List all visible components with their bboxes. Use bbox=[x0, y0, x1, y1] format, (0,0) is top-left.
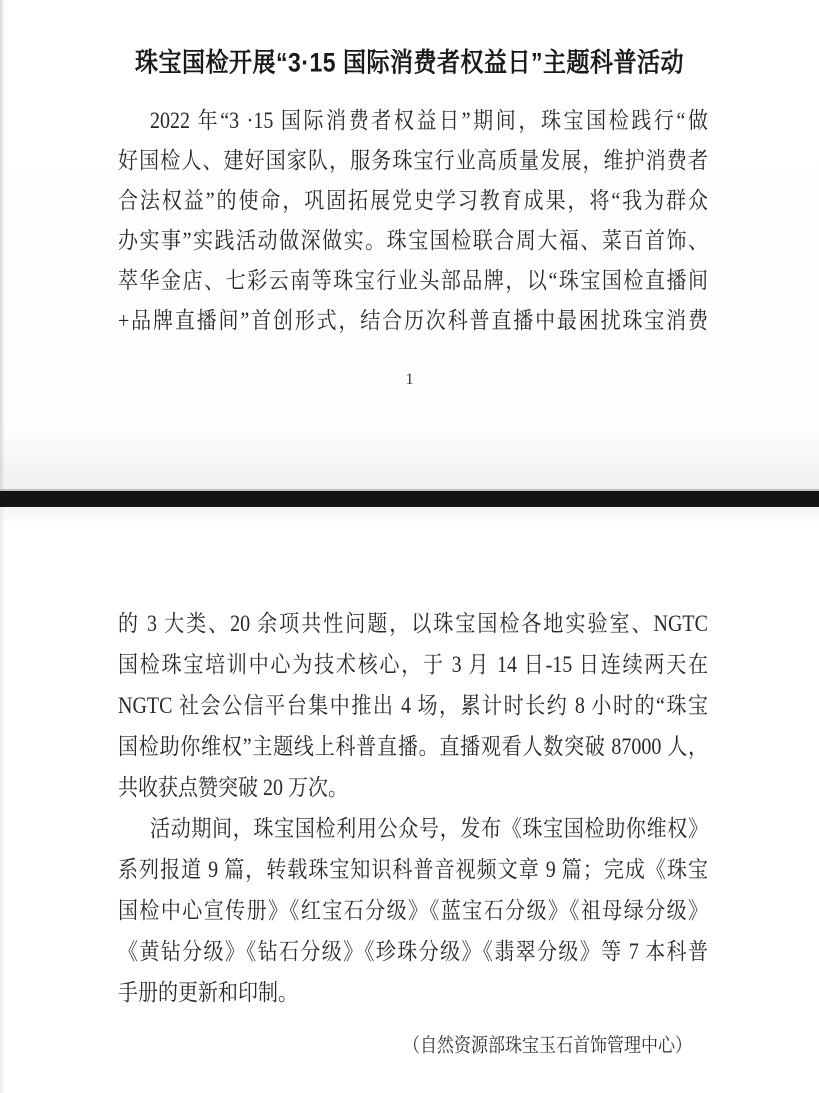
page-number: 1 bbox=[405, 371, 414, 388]
text-line: 办实事”实践活动做深做实。珠宝国检联合周大福、菜百首饰、 bbox=[118, 228, 708, 254]
text-line: 萃华金店、七彩云南等珠宝行业头部品牌，以“珠宝国检直播间 bbox=[118, 268, 708, 294]
text-line: 国检中心宣传册》《红宝石分级》《蓝宝石分级》《祖母绿分级》 bbox=[118, 898, 708, 924]
document-page-2 bbox=[0, 507, 819, 1093]
text-line: 系列报道 9 篇，转载珠宝知识科普音视频文章 9 篇；完成《珠宝 bbox=[118, 857, 708, 883]
text-line: 共收获点赞突破 20 万次。 bbox=[118, 775, 348, 801]
page-separator-bar bbox=[0, 491, 819, 507]
signature-line: （自然资源部珠宝玉石首饰管理中心） bbox=[403, 1034, 692, 1057]
text-line: NGTC 社会公信平台集中推出 4 场，累计时长约 8 小时的“珠宝 bbox=[118, 693, 708, 719]
text-line: 好国检人、建好国家队，服务珠宝行业高质量发展，维护消费者 bbox=[118, 148, 708, 174]
document-page-1 bbox=[0, 0, 819, 491]
page2-body bbox=[118, 604, 708, 1014]
text-line: 活动期间，珠宝国检利用公众号，发布《珠宝国检助你维权》 bbox=[150, 816, 708, 842]
paragraph-continuation bbox=[118, 604, 708, 809]
document-title: 珠宝国检开展“3·15 国际消费者权益日”主题科普活动 bbox=[135, 47, 684, 78]
paragraph-2 bbox=[118, 809, 708, 1014]
page1-paragraph bbox=[118, 101, 708, 341]
text-line: 国检助你维权”主题线上科普直播。直播观看人数突破 87000 人， bbox=[118, 734, 708, 760]
text-line: 2022 年“3 ·15 国际消费者权益日”期间，珠宝国检践行“做 bbox=[150, 108, 708, 134]
text-line: 的 3 大类、20 余项共性问题，以珠宝国检各地实验室、NGTC bbox=[118, 611, 708, 637]
scan-edge-artifact bbox=[0, 507, 5, 1093]
text-line: 国检珠宝培训中心为技术核心，于 3 月 14 日-15 日连续两天在 bbox=[118, 652, 708, 678]
text-line: 合法权益”的使命，巩固拓展党史学习教育成果，将“我为群众 bbox=[118, 188, 708, 214]
text-line: +品牌直播间”首创形式，结合历次科普直播中最困扰珠宝消费 bbox=[118, 308, 708, 334]
text-line: 《黄钻分级》《钻石分级》《珍珠分级》《翡翠分级》等 7 本科普 bbox=[118, 939, 708, 965]
text-line: 手册的更新和印制。 bbox=[118, 980, 298, 1006]
